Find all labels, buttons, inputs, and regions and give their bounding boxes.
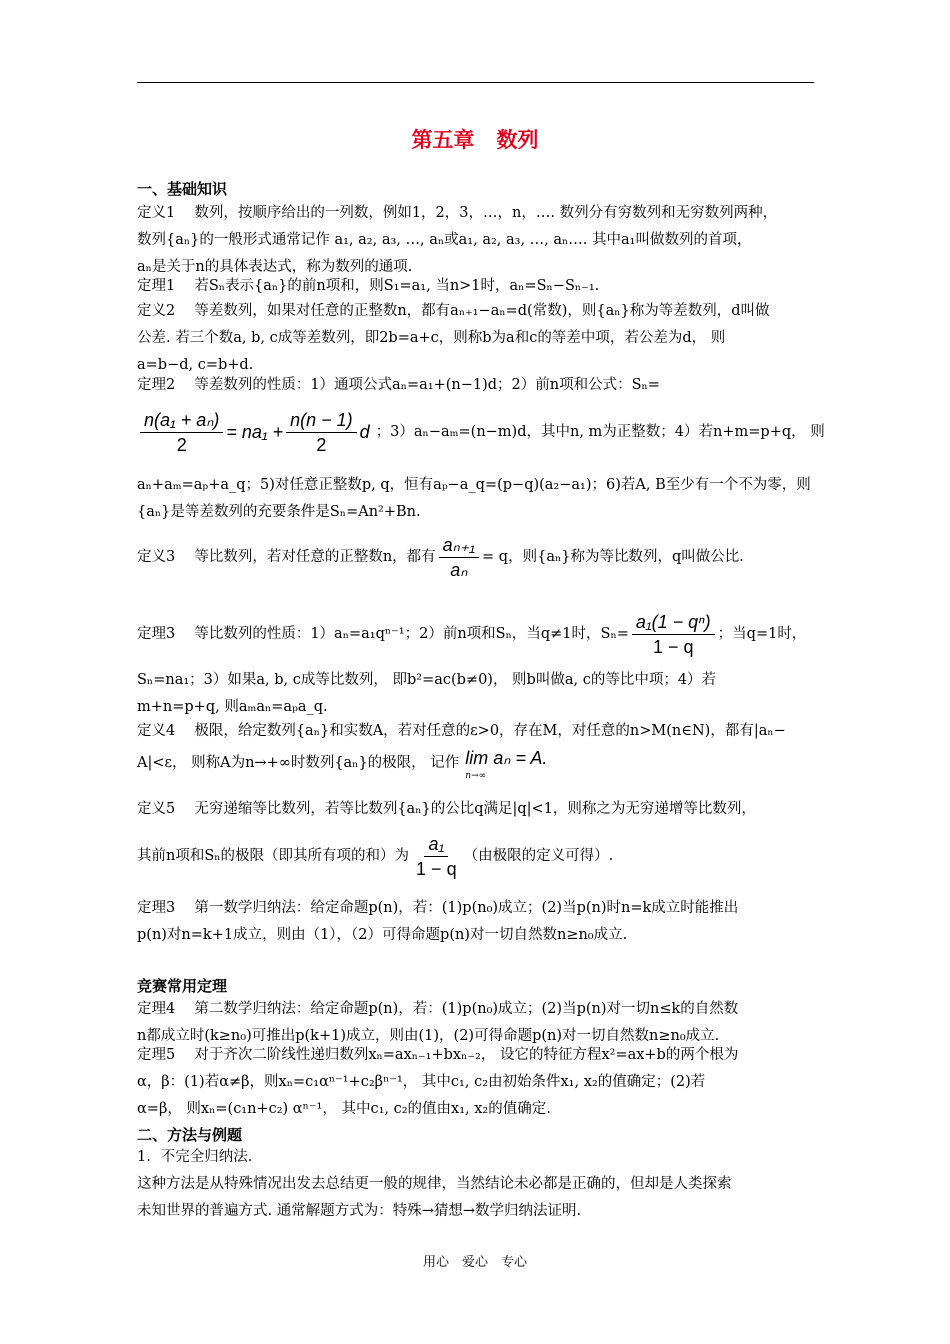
method-1: [137, 1144, 817, 1225]
fraction-denominator: aₙ: [450, 560, 468, 580]
definition-3-tail: = q，则{aₙ}称为等比数列，q叫做公比.: [482, 549, 744, 565]
theorem-3-line-3: m+n=p+q, 则aₘaₙ=aₚa_q.: [137, 699, 328, 715]
fraction-denominator: 1 − q: [416, 859, 457, 879]
theorem-5-line-3: α=β， 则xₙ=(c₁n+c₂) αⁿ⁻¹， 其中c₁, c₂的值由x₁, x₂的值确定.: [137, 1101, 551, 1117]
definition-5-text: 其前n项和Sₙ的极限（即其所有项的和）为: [137, 848, 410, 864]
theorem-2-properties: ；3）aₙ−aₘ=(n−m)d，其中n, m为正整数；4）若n+m=p+q， 则: [375, 424, 825, 440]
definition-3: [137, 533, 817, 582]
infinite-sum-fraction: [412, 832, 461, 881]
section-heading-methods: 二、方法与例题: [137, 1126, 243, 1144]
ratio-fraction: [439, 533, 479, 582]
geometric-sum-fraction: [632, 610, 715, 659]
theorem-4-line-1: 定理4 第二数学归纳法：给定命题p(n)，若：(1)p(n₀)成立；(2)当p(n)对一切n≤k的自然数: [137, 1001, 739, 1017]
definition-1-line-2: 数列{aₙ}的一般形式通常记作 a₁, a₂, a₃, …, aₙ或a₁, a₂, a₃, …, aₙ…. 其中a₁叫做数列的首项，: [137, 232, 752, 248]
fraction-numerator: aₙ₊₁: [439, 533, 479, 558]
definition-2-line-2: 公差. 若三个数a, b, c成等差数列，即2b=a+c，则称b为a和c的等差中项，若公差为d， 则: [137, 330, 726, 346]
fraction-numerator: n(a₁ + aₙ): [140, 408, 223, 433]
page-footer: 用心 爱心 专心: [422, 1255, 527, 1270]
theorem-4-line-2: n都成立时(k≥n₀)可推出p(k+1)成立，则由(1)，(2)可得命题p(n)对一切自然数n≥n₀成立.: [137, 1028, 720, 1044]
section-heading-competition: 竞赛常用定理: [137, 977, 228, 995]
definition-4-text: A|<ε， 则称A为n→+∞时数列{aₙ}的极限， 记作: [137, 754, 460, 771]
section-heading-basics: 一、基础知识: [137, 180, 228, 198]
header-rule: [137, 82, 814, 83]
theorem-3-tail: ；当q=1时，: [717, 626, 807, 642]
chapter-name: 数列: [496, 128, 539, 152]
theorem-5: [137, 1042, 817, 1123]
fraction-denominator: 2: [316, 435, 327, 455]
theorem-2-line-4: {aₙ}是等差数列的充要条件是Sₙ=An²+Bn.: [137, 504, 421, 520]
method-1-title: 1．不完全归纳法.: [137, 1149, 253, 1165]
theorem-2-line-1: 定理2 等差数列的性质：1）通项公式aₙ=a₁+(n−1)d；2）前n项和公式：Sₙ=: [137, 377, 660, 393]
theorem-3-induction: [137, 895, 817, 949]
chapter-number: 第五章: [411, 128, 475, 152]
theorem-3-continued: [137, 667, 817, 721]
sum-formula-fraction-2: [286, 408, 357, 457]
chapter-title: [0, 124, 950, 154]
fraction-numerator: a₁(1 − qⁿ): [632, 610, 715, 635]
limit-expression: [465, 745, 547, 781]
definition-5-line-2: [137, 832, 817, 881]
induction-line-1: 定理3 第一数学归纳法：给定命题p(n)，若：(1)p(n₀)成立；(2)当p(n)时n=k成立时能推出: [137, 900, 739, 916]
limit-formula: lim aₙ = A.: [465, 748, 548, 768]
definition-2-line-1: 定义2 等差数列，如果对任意的正整数n，都有aₙ₊₁−aₙ=d(常数)，则{aₙ}称为等差数列，d叫做: [137, 303, 770, 319]
fraction-numerator: n(n − 1): [286, 408, 357, 433]
definition-4-line-2: [137, 745, 817, 781]
definition-4: [137, 718, 817, 781]
definition-1-line-1: 定义1 数列，按顺序给出的一列数，例如1，2，3，…，n，…. 数列分有穷数列和无穷数列两种，: [137, 205, 778, 221]
fraction-denominator: 1 − q: [653, 637, 694, 657]
limit-subscript: n→∞: [465, 771, 487, 781]
theorem-3-text: 定理3 等比数列的性质：1）aₙ=a₁qⁿ⁻¹；2）前n项和Sₙ，当q≠1时，Sₙ=: [137, 626, 629, 642]
theorem-5-line-1: 定理5 对于齐次二阶线性递归数列xₙ=axₙ₋₁+bxₙ₋₂， 设它的特征方程x²=ax+b的两个根为: [137, 1047, 739, 1063]
formula-d: d: [359, 422, 370, 442]
theorem-5-line-2: α，β：(1)若α≠β，则xₙ=c₁αⁿ⁻¹+c₂βⁿ⁻¹， 其中c₁, c₂由初始条件x₁, x₂的值确定；(2)若: [137, 1074, 706, 1090]
theorem-2-line-3: aₙ+aₘ=aₚ+a_q；5)对任意正整数p, q，恒有aₚ−a_q=(p−q)(a₂−a₁)；6)若A, B至少有一个不为零，则: [137, 477, 811, 493]
definition-2: [137, 298, 817, 379]
induction-line-2: p(n)对n=k+1成立，则由（1），（2）可得命题p(n)对一切自然数n≥n₀成立.: [137, 927, 628, 943]
sum-formula-fraction: [140, 408, 223, 457]
theorem-2-formula-line: [137, 408, 825, 457]
definition-1: [137, 200, 817, 281]
definition-2-line-3: a=b−d, c=b+d.: [137, 357, 254, 373]
definition-3-text: 定义3 等比数列，若对任意的正整数n，都有: [137, 549, 436, 565]
theorem-3-line-2: Sₙ=na₁；3）如果a, b, c成等比数列， 即b²=ac(b≠0)， 则b叫做a, c的等比中项；4）若: [137, 672, 717, 688]
definition-5-tail: （由极限的定义可得）.: [463, 848, 614, 864]
definition-5-line-1: 定义5 无穷递缩等比数列，若等比数列{aₙ}的公比q满足|q|<1，则称之为无穷递增等比数列，: [137, 801, 756, 817]
theorem-1: 定理1 若Sₙ表示{aₙ}的前n项和，则S₁=a₁, 当n>1时，aₙ=Sₙ−Sₙ₋₁.: [137, 278, 600, 294]
method-1-line-1: 这种方法是从特殊情况出发去总结更一般的规律，当然结论未必都是正确的，但却是人类探索: [137, 1176, 732, 1192]
theorem-3: [137, 610, 817, 659]
fraction-numerator: a₁: [424, 832, 448, 857]
method-1-line-2: 未知世界的普遍方式. 通常解题方式为：特殊→猜想→数学归纳法证明.: [137, 1203, 582, 1219]
formula-middle: = na₁ +: [226, 422, 284, 442]
fraction-denominator: 2: [176, 435, 187, 455]
definition-4-line-1: 定义4 极限，给定数列{aₙ}和实数A，若对任意的ε>0，存在M，对任意的n>M(n∈N)，都有|aₙ−: [137, 723, 786, 739]
definition-1-line-3: aₙ是关于n的具体表达式，称为数列的通项.: [137, 259, 413, 275]
theorem-2-continued: [137, 472, 817, 526]
